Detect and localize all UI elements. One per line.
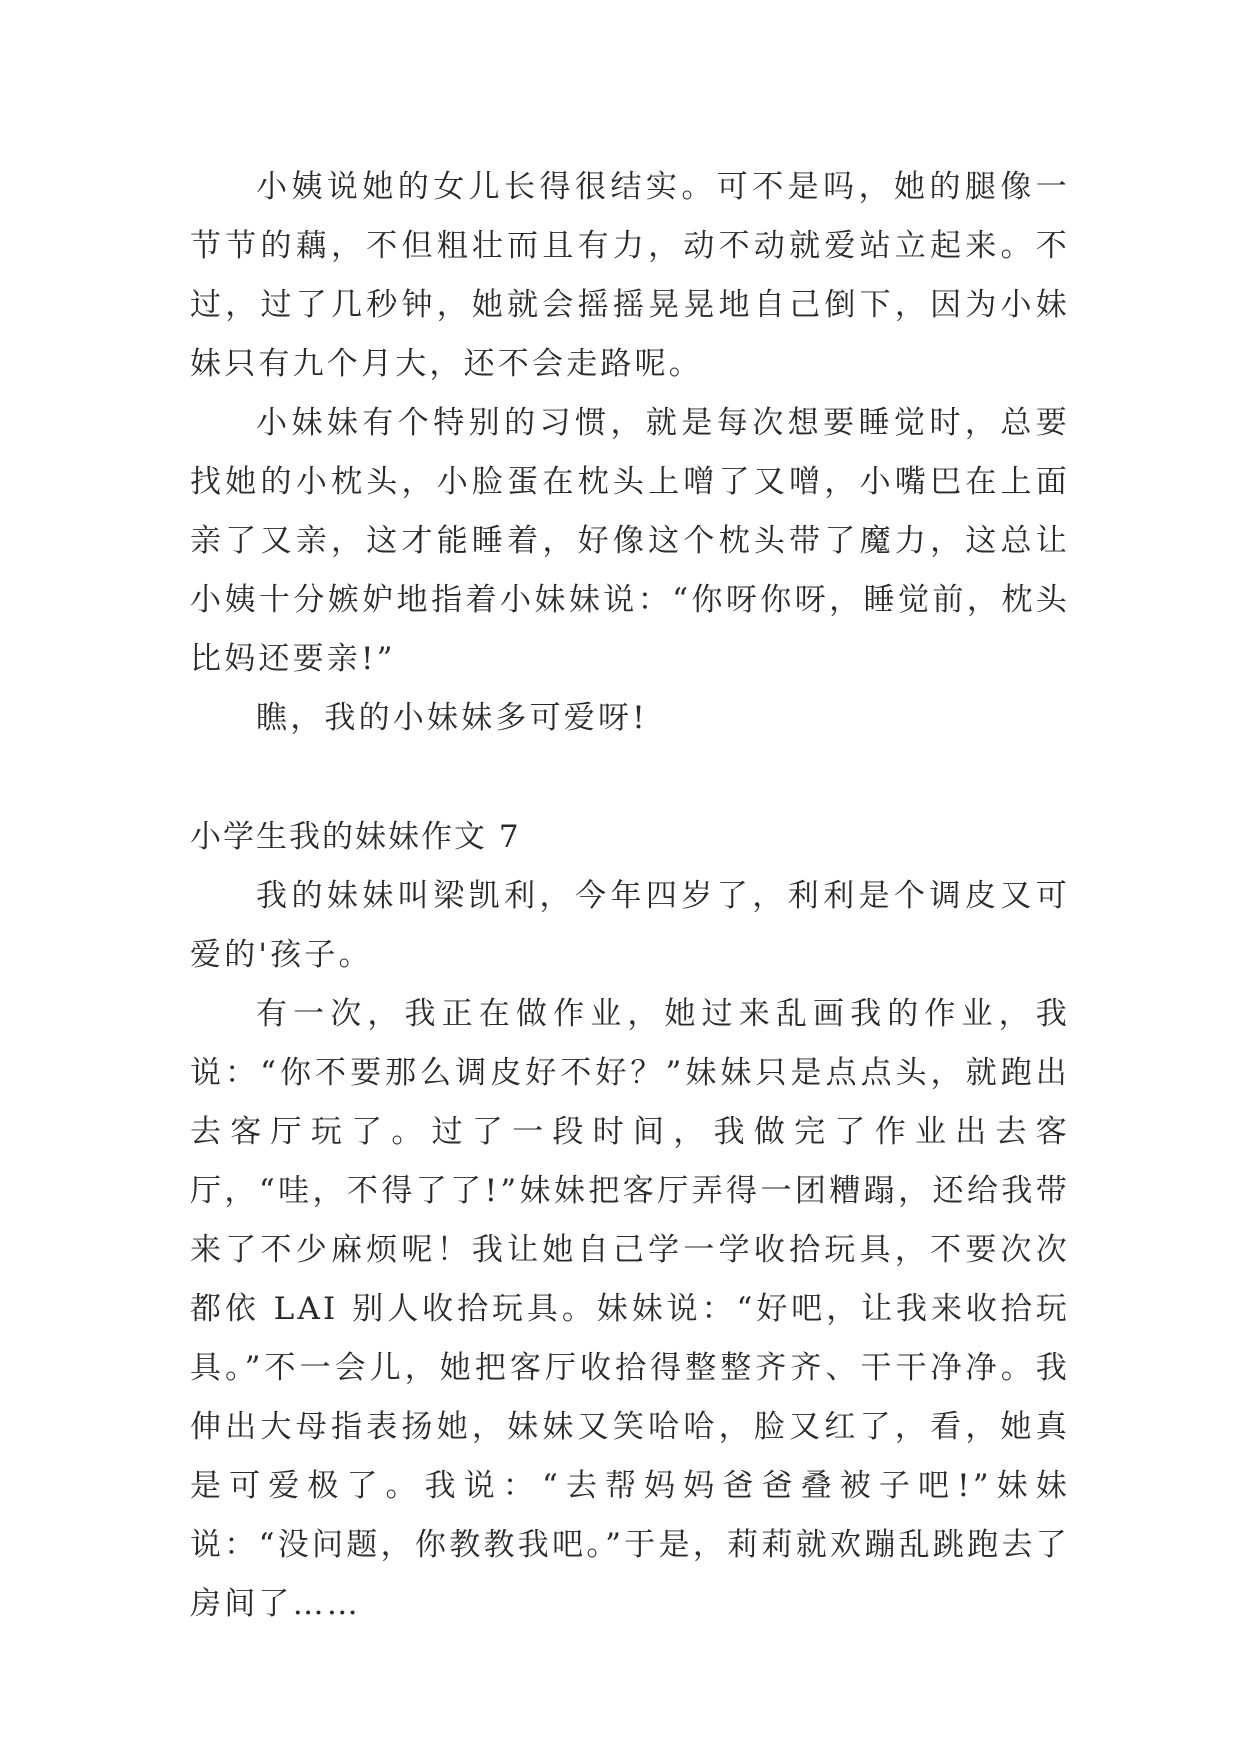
paragraph-cute: 瞧，我的小妹妹多可爱呀!: [256, 700, 648, 736]
paragraph-story: 有一次，我正在做作业，她过来乱画我的作业，我说：“你不要那么调皮好不好？”妹妹只是点点头，就跑出去客厅玩了。过了一段时间，我做完了作业出去客厅，“哇，不得了了!”妹妹把客厅弄得一团糟蹋，还给我带来了不少麻烦呢！我让她自己学一学收拾玩具，不要次次都依 LAI 别人收拾玩具。妹妹说：“好吧，让我来收拾玩具。”不一会儿，她把客厅收拾得整整齐齐、干干净净。我伸出大母指表扬她，妹妹又笑哈哈，脸又红了，看，她真是可爱极了。我说：“去帮妈妈爸爸叠被子吧!”妹妹说：“没问题，你教教我吧。”于是，莉莉就欢蹦乱跳跑去了房间了……: [190, 996, 1070, 1622]
essay-heading: 小学生我的妹妹作文 7: [190, 819, 521, 855]
document-body: [190, 158, 1070, 1634]
paragraph-pillow: 小妹妹有个特别的习惯，就是每次想要睡觉时，总要找她的小枕头，小脸蛋在枕头上噌了又噌，小嘴巴在上面亲了又亲，这才能睡着，好像这个枕头带了魔力，这总让小姨十分嫉妒地指着小妹妹说：“你呀你呀，睡觉前，枕头比妈还要亲!”: [190, 405, 1070, 677]
section-gap: [190, 748, 1070, 808]
paragraph-intro: 我的妹妹叫梁凯利，今年四岁了，利利是个调皮又可爱的'孩子。: [190, 878, 1070, 973]
paragraph-legs: 小姨说她的女儿长得很结实。可不是吗，她的腿像一节节的藕，不但粗壮而且有力，动不动就爱站立起来。不过，过了几秒钟，她就会摇摇晃晃地自己倒下，因为小妹妹只有九个月大，还不会走路呢。: [190, 169, 1070, 382]
